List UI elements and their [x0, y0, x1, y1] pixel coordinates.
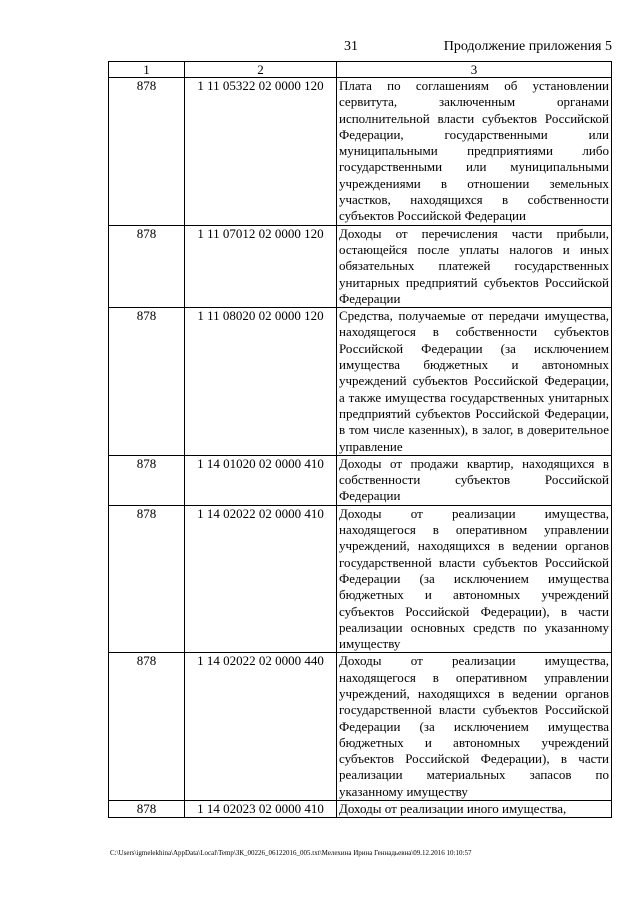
admin-code-cell: 878: [109, 78, 185, 226]
table-row: [109, 505, 612, 653]
revenue-code-cell: 1 14 02022 02 0000 410: [185, 505, 337, 653]
column-header-2: 2: [185, 62, 337, 78]
document-footer-path: C:\Users\igmelekhina\AppData\Local\Temp\ЗК_00226_06122016_005.txt\Мелехина Ирина Геннадьевна\09.12.2016 10:10:57: [110, 849, 472, 857]
continuation-label: Продолжение приложения 5: [443, 39, 612, 54]
description-cell: Доходы от реализации имущества, находящегося в оперативном управлении учреждений, находящихся в ведении органов государственной власти субъектов Российской Федерации (за исключением имущества бюджетных и автономных учреждений субъектов Российской Федерации), в части реализации материальных запасов по указанному имуществу: [337, 653, 612, 801]
column-header-3: 3: [337, 62, 612, 78]
table-row: [109, 653, 612, 801]
table-row: [109, 78, 612, 226]
description-cell: Доходы от перечисления части прибыли, остающейся после уплаты налогов и иных обязательных платежей государственных унитарных предприятий субъектов Российской Федерации: [337, 225, 612, 307]
description-cell: Доходы от продажи квартир, находящихся в собственности субъектов Российской Федерации: [337, 455, 612, 505]
admin-code-cell: 878: [109, 308, 185, 456]
table-row: [109, 801, 612, 818]
admin-code-cell: 878: [109, 801, 185, 818]
admin-code-cell: 878: [109, 505, 185, 653]
table-body: [109, 62, 612, 818]
table-header-row: [109, 62, 612, 78]
column-header-1: 1: [109, 62, 185, 78]
revenue-code-cell: 1 11 07012 02 0000 120: [185, 225, 337, 307]
revenue-code-cell: 1 14 01020 02 0000 410: [185, 455, 337, 505]
revenue-code-cell: 1 11 08020 02 0000 120: [185, 308, 337, 456]
page-number: 31: [344, 39, 358, 54]
admin-code-cell: 878: [109, 653, 185, 801]
table-row: [109, 225, 612, 307]
revenue-code-cell: 1 14 02023 02 0000 410: [185, 801, 337, 818]
table-row: [109, 455, 612, 505]
description-cell: Плата по соглашениям об установлении сервитута, заключенным органами исполнительной власти субъектов Российской Федерации, государственными или муниципальными предприятиями либо государственными или муниципальными учреждениями в отношении земельных участков, находящихся в собственности субъектов Российской Федерации: [337, 78, 612, 226]
description-cell: Средства, получаемые от передачи имущества, находящегося в собственности субъектов Российской Федерации (за исключением имущества бюджетных и автономных учреждений субъектов Российской Федерации, а также имущества государственных унитарных предприятий субъектов Российской Федерации, в том числе казенных), в залог, в доверительное управление: [337, 308, 612, 456]
admin-code-cell: 878: [109, 225, 185, 307]
table-row: [109, 308, 612, 456]
admin-code-cell: 878: [109, 455, 185, 505]
revenue-code-cell: 1 11 05322 02 0000 120: [185, 78, 337, 226]
description-cell: Доходы от реализации имущества, находящегося в оперативном управлении учреждений, находящихся в ведении органов государственной власти субъектов Российской Федерации (за исключением имущества бюджетных и автономных учреждений субъектов Российской Федерации), в части реализации основных средств по указанному имуществу: [337, 505, 612, 653]
revenue-codes-table: [108, 61, 612, 818]
description-cell: Доходы от реализации иного имущества,: [337, 801, 612, 818]
revenue-code-cell: 1 14 02022 02 0000 440: [185, 653, 337, 801]
